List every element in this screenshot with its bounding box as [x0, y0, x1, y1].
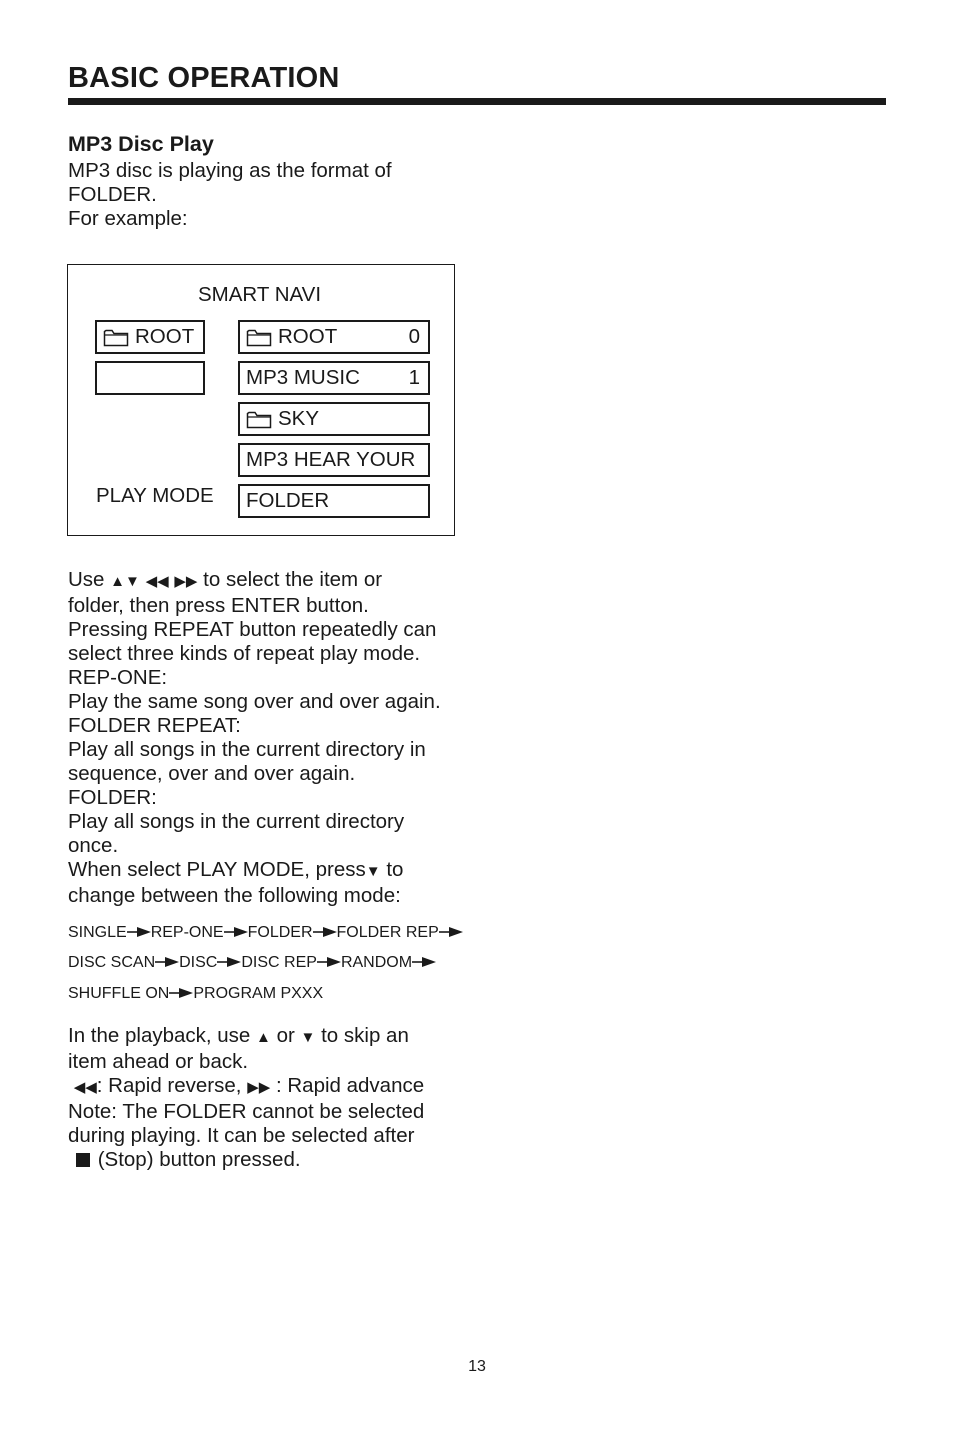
playback-notes: [68, 1024, 424, 1172]
arrow-right-icon: [313, 927, 337, 937]
mode-name: DISC REP: [241, 954, 317, 971]
left-item-empty: [95, 361, 205, 395]
playback-line: [68, 1074, 424, 1100]
intro-line: MP3 disc is playing as the format of: [68, 159, 392, 182]
instruction-text: When select PLAY MODE, press: [68, 858, 366, 881]
fast-forward-icon: ▶▶: [247, 1079, 271, 1096]
section-title: MP3 Disc Play: [68, 132, 214, 156]
instruction-text: to: [386, 858, 404, 881]
instruction-line: Pressing REPEAT button repeatedly can: [68, 618, 437, 641]
right-item-sky: [238, 402, 430, 436]
instruction-text: Use: [68, 568, 105, 591]
mode-sequence-line: [68, 954, 436, 972]
mode-name: REP-ONE: [150, 924, 224, 941]
playback-line: during playing. It can be selected after: [68, 1124, 415, 1147]
rewind-icon: ◀◀: [145, 573, 169, 590]
mode-name: PROGRAM PXXX: [193, 985, 324, 1002]
playback-text: : Rapid advance: [275, 1074, 425, 1097]
mode-name: FOLDER REP: [336, 924, 439, 941]
instruction-line: select three kinds of repeat play mode.: [68, 642, 421, 665]
instruction-line: [68, 858, 441, 884]
instruction-line: Play all songs in the current directory in: [68, 738, 426, 761]
intro-text: [68, 159, 392, 231]
instruction-line: once.: [68, 834, 119, 857]
arrow-right-icon: [412, 957, 436, 967]
playback-text: In the playback, use: [68, 1024, 251, 1047]
arrow-right-icon: [317, 957, 341, 967]
folder-icon: [246, 327, 272, 347]
right-item-mp3-music: [238, 361, 430, 395]
rewind-icon: ◀◀: [73, 1079, 97, 1096]
mode-name: RANDOM: [340, 954, 413, 971]
instruction-line: Play all songs in the current directory: [68, 810, 405, 833]
page-number: 13: [468, 1358, 486, 1375]
right-item-root: [238, 320, 430, 354]
folder-icon: [103, 327, 129, 347]
arrow-right-icon: [224, 927, 248, 937]
arrow-right-icon: [127, 927, 151, 937]
instruction-line: FOLDER REPEAT:: [68, 714, 241, 737]
playback-text: (Stop) button pressed.: [97, 1148, 301, 1171]
play-mode-label: PLAY MODE: [96, 484, 214, 507]
page-title: BASIC OPERATION: [68, 62, 340, 94]
playback-line: [68, 1148, 424, 1172]
instruction-line: change between the following mode:: [68, 884, 401, 907]
intro-line: For example:: [68, 207, 188, 230]
instruction-line: [68, 568, 441, 594]
mode-name: DISC SCAN: [68, 954, 156, 971]
playback-line: Note: The FOLDER cannot be selected: [68, 1100, 425, 1123]
fast-forward-icon: ▶▶: [174, 573, 198, 590]
arrow-right-icon: [439, 927, 463, 937]
right-item-folder: [238, 484, 430, 518]
mode-name: SINGLE: [68, 924, 127, 941]
mode-sequence-line: [68, 985, 323, 1003]
arrow-right-icon: [217, 957, 241, 967]
left-item-label: ROOT: [135, 325, 195, 348]
mode-name: SHUFFLE ON: [68, 985, 170, 1002]
mode-sequence-line: [68, 924, 463, 942]
right-item-label: MP3 MUSIC: [246, 366, 360, 389]
instruction-text: to select the item or: [203, 568, 383, 591]
arrow-right-icon: [169, 988, 193, 998]
intro-line: FOLDER.: [68, 183, 157, 206]
instruction-line: folder, then press ENTER button.: [68, 594, 369, 617]
playback-line: [68, 1024, 424, 1050]
playback-text: to skip an: [321, 1024, 409, 1047]
instruction-line: Play the same song over and over again.: [68, 690, 441, 713]
right-item-number: 0: [408, 325, 420, 348]
down-arrow-icon: ▼: [125, 573, 140, 590]
right-item-label: MP3 HEAR YOUR: [246, 448, 416, 471]
smart-navi-title: SMART NAVI: [198, 283, 322, 306]
title-rule: [68, 98, 886, 105]
right-item-number: 1: [408, 366, 420, 389]
right-item-label: FOLDER: [246, 489, 330, 512]
instruction-line: REP-ONE:: [68, 666, 168, 689]
mode-name: DISC: [179, 954, 218, 971]
arrow-right-icon: [155, 957, 179, 967]
right-item-mp3-hear-your: [238, 443, 430, 477]
right-item-label: ROOT: [278, 325, 338, 348]
up-arrow-icon: ▲: [110, 573, 126, 590]
down-arrow-icon: ▼: [300, 1029, 316, 1046]
right-item-label: SKY: [278, 407, 320, 430]
up-arrow-icon: ▲: [256, 1029, 271, 1046]
playback-text: or: [276, 1024, 295, 1047]
instruction-line: sequence, over and over again.: [68, 762, 356, 785]
stop-icon: [76, 1153, 90, 1167]
down-arrow-icon: ▼: [365, 863, 381, 880]
left-item-root: [95, 320, 205, 354]
folder-icon: [246, 409, 272, 429]
instruction-line: FOLDER:: [68, 786, 157, 809]
playback-line: item ahead or back.: [68, 1050, 249, 1073]
instructions: [68, 568, 441, 908]
mode-name: FOLDER: [247, 924, 313, 941]
playback-text: : Rapid reverse,: [96, 1074, 242, 1097]
